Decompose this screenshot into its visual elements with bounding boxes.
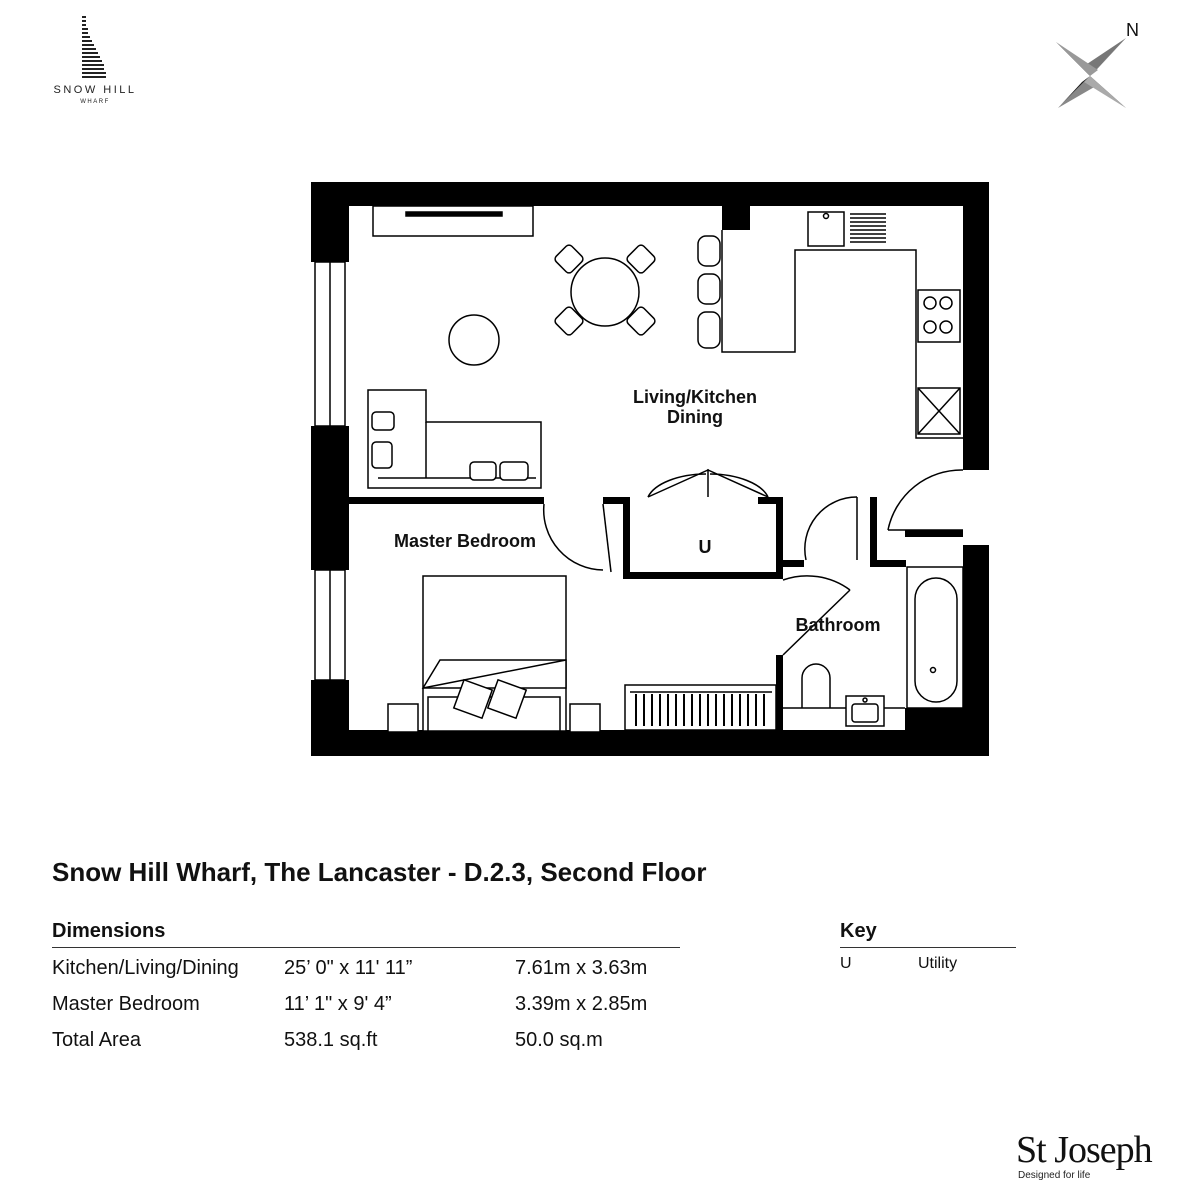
snow-hill-wharf-logo (40, 14, 150, 114)
page-title: Snow Hill Wharf, The Lancaster - D.2.3, Second Floor (52, 857, 707, 887)
hangers (636, 694, 764, 726)
floor-plan (305, 178, 995, 760)
key-code: U (840, 955, 852, 972)
dimension-room: Kitchen/Living/Dining (52, 957, 239, 979)
brand-name: St Joseph (1016, 1129, 1152, 1171)
key-table (840, 920, 1016, 978)
bathroom-fixtures (783, 567, 963, 726)
bed (388, 576, 600, 732)
dimensions-heading: Dimensions (52, 920, 680, 948)
north-compass-icon (1048, 16, 1148, 116)
utility-label: U (698, 537, 712, 557)
sofa (368, 390, 541, 488)
dimension-metric: 3.39m x 2.85m (515, 993, 648, 1015)
dimension-row (52, 984, 680, 1020)
building-logo-icon (80, 16, 120, 84)
logo-subtitle: WHARF (80, 99, 110, 105)
dimension-imperial: 11’ 1" x 9' 4” (284, 993, 392, 1015)
key-label: Utility (918, 955, 958, 972)
dimensions-table (52, 920, 680, 1056)
living-kitchen-label: Living/Kitchen (632, 387, 758, 407)
dimension-metric: 50.0 sq.m (515, 1029, 603, 1051)
dimension-imperial: 25’ 0" x 11' 11” (284, 957, 413, 979)
dimension-imperial: 538.1 sq.ft (284, 1029, 378, 1051)
logo-title: SNOW HILL (53, 84, 137, 96)
bathroom-label: Bathroom (795, 615, 881, 635)
dimension-row (52, 948, 680, 984)
dimension-room: Master Bedroom (52, 993, 200, 1015)
brand-tagline: Designed for life (1018, 1170, 1091, 1181)
north-label: N (1126, 20, 1139, 40)
dimension-room: Total Area (52, 1029, 141, 1051)
st-joseph-logo (1000, 1128, 1160, 1184)
key-heading: Key (840, 920, 1016, 948)
dining-label: Dining (667, 407, 723, 427)
kitchen-counter (722, 212, 963, 438)
dimension-metric: 7.61m x 3.63m (515, 957, 648, 979)
tv-unit (373, 206, 533, 236)
bar-stools (698, 236, 720, 348)
coffee-table (449, 315, 499, 365)
master-bedroom-label: Master Bedroom (393, 531, 537, 551)
dining-table (553, 243, 656, 336)
key-row (840, 948, 1016, 978)
dimension-row (52, 1020, 680, 1056)
